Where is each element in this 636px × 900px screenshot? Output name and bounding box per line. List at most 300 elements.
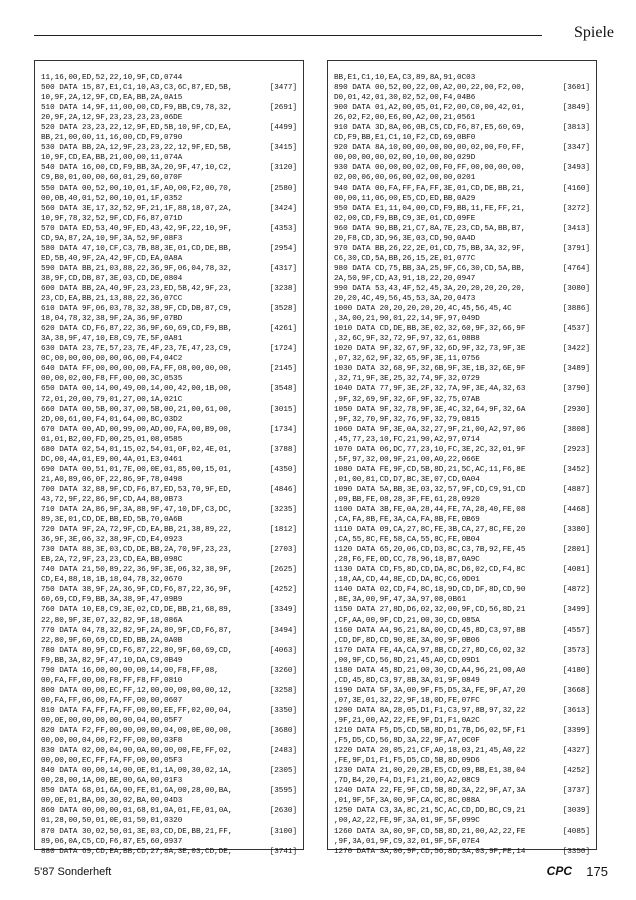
listing-checksum: [2305] — [269, 767, 297, 776]
listing-line — [334, 485, 592, 495]
listing-line — [334, 435, 592, 445]
listing-line-text: 760 DATA 10,E8,C9,3E,02,CD,DE,BB,21,68,89, — [41, 606, 233, 615]
listing-checksum — [590, 73, 592, 83]
listing-line — [41, 143, 299, 153]
listing-checksum — [590, 214, 592, 224]
listing-line-text: 710 DATA 2A,86,9F,3A,88,9F,47,10,DF,C3,DC, — [41, 506, 233, 515]
listing-checksum: [3399] — [562, 727, 590, 736]
listing-line — [334, 384, 592, 394]
listing-line — [334, 475, 592, 485]
listing-checksum — [297, 415, 299, 425]
listing-line-text: ,07,3E,01,32,22,9F,18,0D,FE,07FC — [334, 696, 480, 705]
listing-line-text: 570 DATA ED,53,40,9F,ED,43,42,9F,22,10,9F, — [41, 224, 233, 233]
listing-line — [334, 716, 592, 726]
listing-checksum: [3813] — [562, 124, 590, 133]
listing-checksum — [590, 133, 592, 143]
listing-line — [41, 284, 299, 294]
listing-line — [41, 706, 299, 716]
listing-line-text: 18,04,78,32,38,9F,2A,36,9F,07BD — [41, 315, 183, 324]
listing-line — [41, 163, 299, 173]
listing-checksum — [297, 214, 299, 224]
listing-line — [334, 374, 592, 384]
listing-checksum: [3120] — [269, 164, 297, 173]
listing-checksum — [590, 334, 592, 344]
listing-line — [41, 746, 299, 756]
listing-checksum: [3039] — [562, 807, 590, 816]
listing-line-text: C9,B0,01,00,00,60,01,29,60,070F — [41, 174, 183, 183]
listing-checksum: [4499] — [269, 124, 297, 133]
listing-line-text: 540 DATA 16,00,CD,F9,BB,3A,20,9F,47,10,C2, — [41, 164, 233, 173]
listing-line — [41, 184, 299, 194]
listing-line-text: 20,9F,2A,12,9F,23,23,23,23,06DE — [41, 114, 183, 123]
listing-column-right — [327, 60, 597, 856]
listing-line — [41, 113, 299, 123]
listing-line — [334, 605, 592, 615]
listing-checksum: [4063] — [269, 646, 297, 655]
listing-checksum — [590, 194, 592, 204]
listing-line-text: ,18,AA,CD,44,8E,CD,DA,8C,C6,0D01 — [334, 576, 480, 585]
listing-line — [334, 123, 592, 133]
listing-checksum — [297, 194, 299, 204]
listing-line-text: 1040 DATA 77,9F,3E,2F,32,7A,9F,3E,4A,32,63 — [334, 385, 526, 394]
listing-line — [41, 676, 299, 686]
listing-line — [41, 475, 299, 485]
listing-line-text: 1230 DATA 21,00,20,2B,E5,CD,09,BB,E1,38,04 — [334, 767, 526, 776]
listing-line — [334, 827, 592, 837]
listing-line-text: 740 DATA 21,50,89,22,36,9F,3E,06,32,38,9F, — [41, 566, 233, 575]
listing-checksum — [590, 415, 592, 425]
listing-checksum — [297, 73, 299, 83]
listing-line-text: 990 DATA 53,43,4F,52,45,3A,20,20,20,20,20, — [334, 284, 526, 293]
listing-line — [41, 354, 299, 364]
listing-checksum: [3413] — [562, 224, 590, 233]
listing-line-text: 730 DATA 88,3E,03,CD,DE,BB,2A,70,9F,23,23, — [41, 546, 233, 555]
listing-line — [41, 525, 299, 535]
listing-checksum: [3350] — [562, 847, 590, 856]
listing-checksum: [3886] — [562, 305, 590, 314]
listing-line-text: ,09,BB,FE,08,28,3F,FE,61,28,0920 — [334, 495, 480, 504]
listing-line-text: 00,00,02,00,F8,FF,00,00,3C,0535 — [41, 375, 183, 384]
listing-line-text: ED,5B,40,9F,2A,42,9F,CD,EA,0A8A — [41, 254, 183, 263]
listing-line-text: C6,30,CD,5A,BB,26,15,2E,01,077C — [334, 254, 476, 263]
listing-line-text: 00,00,00,EC,FF,FA,FF,00,00,05F3 — [41, 757, 183, 766]
listing-checksum: [4537] — [562, 325, 590, 334]
listing-line-text: 850 DATA 68,01,6A,00,FE,01,6A,00,28,00,BA, — [41, 787, 233, 796]
listing-checksum — [297, 495, 299, 505]
listing-checksum — [297, 716, 299, 726]
listing-line-text: 860 DATA 00,00,00,01,68,01,0A,01,FE,01,0A, — [41, 807, 233, 816]
listing-checksum — [590, 354, 592, 364]
listing-line-text: 580 DATA 47,10,CF,C3,7B,88,3E,01,CD,DE,BB, — [41, 244, 233, 253]
listing-checksum — [297, 334, 299, 344]
listing-line-text: 930 DATA 00,00,00,02,00,F0,FF,00,00,00,00, — [334, 164, 526, 173]
listing-line-text: 22,80,9F,60,69,CD,ED,BB,2A,0A0B — [41, 636, 183, 645]
listing-checksum: [1734] — [269, 425, 297, 434]
listing-line — [334, 756, 592, 766]
listing-checksum — [590, 736, 592, 746]
listing-line-text: D0,01,42,01,30,02,52,00,F4,04B6 — [334, 94, 476, 103]
listing-line — [41, 294, 299, 304]
listing-checksum: [3737] — [562, 787, 590, 796]
listing-line-text: 23,CD,EA,BB,21,13,88,22,36,07CC — [41, 295, 183, 304]
listing-line-text: 1140 DATA 02,CD,F4,8C,18,9D,CD,DF,8D,CD,90 — [334, 586, 526, 595]
listing-line-text: 640 DATA FF,00,00,00,00,FA,FF,08,00,00,00, — [41, 365, 233, 374]
listing-checksum — [590, 455, 592, 465]
listing-line — [41, 425, 299, 435]
listing-line-text: 980 DATA CD,75,BB,3A,25,9F,C6,30,CD,5A,BB, — [334, 264, 526, 273]
listing-line — [334, 806, 592, 816]
listing-line — [41, 254, 299, 264]
listing-line-text: 72,01,20,00,79,01,27,00,1A,021C — [41, 395, 183, 404]
listing-line-text: ,07,32,62,9F,32,65,9F,3E,11,0756 — [334, 355, 480, 364]
listing-checksum — [297, 234, 299, 244]
listing-line — [334, 83, 592, 93]
listing-checksum — [297, 274, 299, 284]
page-section-title: Spiele — [574, 24, 614, 41]
listing-checksum — [590, 837, 592, 847]
listing-line-text: 950 DATA E1,11,04,00,CD,F9,BB,11,FE,FF,21, — [334, 204, 526, 213]
listing-line — [41, 324, 299, 334]
listing-checksum: [3235] — [269, 506, 297, 515]
listing-checksum — [297, 354, 299, 364]
listing-line-text: 1170 DATA FE,4A,CA,97,8B,CD,27,8D,C6,02,32 — [334, 646, 526, 655]
listing-checksum: [3668] — [562, 686, 590, 695]
listing-line — [41, 455, 299, 465]
listing-checksum: [4081] — [562, 566, 590, 575]
listing-line — [334, 143, 592, 153]
listing-line-text: 00,00,11,06,00,E5,CD,ED,BB,0A29 — [334, 194, 476, 203]
listing-line-text: 1070 DATA 06,DC,77,23,10,FC,3E,2C,32,01,9F — [334, 445, 526, 454]
listing-line-text: 1010 DATA CD,DE,BB,3E,02,32,60,9F,32,66,9F — [334, 325, 526, 334]
listing-line — [41, 405, 299, 415]
listing-line — [41, 314, 299, 324]
listing-checksum: [3415] — [269, 144, 297, 153]
listing-line — [41, 194, 299, 204]
listing-line — [41, 837, 299, 847]
listing-line-text: 00,FA,FF,06,00,FA,FF,00,00,0607 — [41, 696, 183, 705]
listing-line — [334, 766, 592, 776]
listing-checksum — [297, 515, 299, 525]
listing-line — [334, 405, 592, 415]
listing-line — [334, 495, 592, 505]
listing-checksum: [4872] — [562, 586, 590, 595]
listing-line-text: ,CD,45,8D,C3,97,8B,3A,01,9F,0849 — [334, 676, 480, 685]
listing-line-text: CD,E4,88,18,1B,18,04,78,32,0670 — [41, 576, 183, 585]
listing-line-text: 00,28,00,1A,00,BE,00,6A,00,01F3 — [41, 777, 183, 786]
listing-line-text: 590 DATA BB,21,03,88,22,36,9F,06,04,78,32, — [41, 264, 233, 273]
listing-checksum: [2625] — [269, 566, 297, 575]
listing-line — [334, 616, 592, 626]
listing-line — [41, 334, 299, 344]
listing-checksum: [3238] — [269, 284, 297, 293]
listing-checksum — [590, 756, 592, 766]
listing-line — [334, 395, 592, 405]
listing-line-text: 3A,38,9F,47,10,E8,C9,7E,5F,0A81 — [41, 335, 183, 344]
listing-line-text: ,CF,AA,00,9F,CD,21,00,30,CD,085A — [334, 616, 480, 625]
listing-line — [334, 425, 592, 435]
listing-line-text: ,28,F6,FE,0D,CC,78,96,18,B7,0A9C — [334, 556, 480, 565]
listing-line — [334, 585, 592, 595]
listing-line — [334, 575, 592, 585]
listing-checksum — [297, 173, 299, 183]
listing-line — [41, 535, 299, 545]
listing-line-text: 910 DATA 3D,8A,06,0B,C5,CD,F6,87,E5,60,69, — [334, 124, 526, 133]
listing-line — [41, 816, 299, 826]
listing-line-text: 20,F8,CD,3D,96,3E,03,CD,90,0A4D — [334, 234, 476, 243]
listing-line-text: 1150 DATA 27,8D,D6,02,32,00,9F,CD,56,8D,21 — [334, 606, 526, 615]
listing-line-text: 89,3E,01,CD,DE,BB,ED,5B,70,0A6B — [41, 516, 183, 525]
listing-checksum: [3080] — [562, 284, 590, 293]
listing-line-text: ,F5,D5,CD,56,8D,3A,22,9F,A7,0C0F — [334, 737, 480, 746]
listing-checksum — [590, 173, 592, 183]
listing-checksum — [297, 294, 299, 304]
listing-checksum — [297, 575, 299, 585]
listing-line — [41, 626, 299, 636]
listing-line — [334, 103, 592, 113]
listing-line — [41, 173, 299, 183]
listing-line — [334, 786, 592, 796]
listing-line-text: 700 DATA 32,88,9F,CD,F6,87,ED,53,70,9F,ED, — [41, 485, 233, 494]
listing-checksum: [4887] — [562, 485, 590, 494]
listing-line-text: 10,9F,2A,12,9F,CD,EA,BB,2A,0A15 — [41, 94, 183, 103]
listing-checksum — [590, 656, 592, 666]
listing-line-text: 00,0E,01,BA,00,30,02,BA,00,04D3 — [41, 797, 183, 806]
listing-line-text: ,5F,97,32,00,9F,21,00,A0,22,066E — [334, 455, 480, 464]
listing-line — [334, 415, 592, 425]
listing-checksum: [3573] — [562, 646, 590, 655]
listing-line-text: 0C,00,00,00,00,00,06,00,F4,04C2 — [41, 355, 183, 364]
listing-checksum: [3494] — [269, 626, 297, 635]
page-number: 175 — [586, 864, 608, 879]
listing-checksum — [590, 535, 592, 545]
listing-line — [41, 575, 299, 585]
listing-checksum — [590, 716, 592, 726]
listing-checksum — [590, 816, 592, 826]
listing-line-text: ,00,9F,CD,56,8D,21,45,A0,CD,09D1 — [334, 656, 480, 665]
listing-line-text: 720 DATA 9F,2A,72,9F,CD,EA,BB,21,38,89,22, — [41, 526, 233, 535]
listing-line-text: BB,E1,C1,10,EA,C3,89,8A,91,0C03 — [334, 74, 476, 82]
listing-checksum — [590, 475, 592, 485]
listing-line-text: F9,BB,3A,82,9F,47,10,DA,C9,0B49 — [41, 656, 183, 665]
listing-line — [334, 264, 592, 274]
listing-line-text: 1030 DATA 32,68,9F,32,6B,9F,3E,1B,32,6E,9F — [334, 365, 526, 374]
listing-line-text: 01,01,B2,00,FD,00,25,01,08,0585 — [41, 435, 183, 444]
listing-checksum: [4085] — [562, 827, 590, 836]
listing-checksum: [3452] — [562, 465, 590, 474]
listing-line-text: 89,06,0A,C5,CD,F6,87,E5,60,0937 — [41, 837, 183, 846]
listing-line — [41, 83, 299, 93]
listing-checksum — [590, 696, 592, 706]
listing-checksum — [590, 495, 592, 505]
listing-checksum — [590, 274, 592, 284]
listing-line — [41, 565, 299, 575]
listing-checksum — [590, 113, 592, 123]
listing-line-text: 820 DATA F2,FF,00,00,00,00,04,00,0E,00,00, — [41, 727, 233, 736]
listing-checksum: [2923] — [562, 445, 590, 454]
listing-checksum: [3350] — [269, 706, 297, 715]
listing-checksum: [3788] — [269, 445, 297, 454]
listing-line-text: 43,72,9F,22,86,9F,CD,A4,88,0B73 — [41, 495, 183, 504]
listing-line-text: ,9F,21,00,A2,22,FE,9F,D1,F1,0A2C — [334, 717, 480, 725]
listing-line — [41, 344, 299, 354]
listing-line-text: CD,F9,BB,E1,C1,10,F2,CD,69,0BF0 — [334, 134, 476, 143]
listing-checksum: [3347] — [562, 144, 590, 153]
listing-line — [334, 525, 592, 535]
listing-line — [334, 284, 592, 294]
listing-line — [334, 555, 592, 565]
listing-line — [334, 354, 592, 364]
listing-checksum: [3790] — [562, 385, 590, 394]
listing-line-text: 2A,50,9F,CD,A3,91,18,22,20,0947 — [334, 274, 476, 283]
listing-line — [41, 515, 299, 525]
listing-line — [41, 123, 299, 133]
listing-checksum — [297, 254, 299, 264]
listing-line — [41, 364, 299, 374]
listing-line-text: ,9F,3A,01,9F,C9,32,01,9F,5F,07E4 — [334, 837, 480, 846]
listing-line-text: 790 DATA 16,00,00,00,00,14,00,F8,FF,08, — [41, 666, 219, 675]
listing-checksum — [297, 455, 299, 465]
listing-checksum — [297, 616, 299, 626]
listing-line-text: ,01,00,81,CD,D7,BC,3E,07,CD,0A04 — [334, 475, 480, 484]
listing-line — [41, 133, 299, 143]
listing-line — [41, 766, 299, 776]
listing-line-text: 870 DATA 30,02,50,01,3E,03,CD,DE,BB,21,FF, — [41, 827, 233, 836]
listing-line — [334, 796, 592, 806]
listing-line-text: 1120 DATA 65,20,06,CD,D3,8C,C3,7B,92,FE,45 — [334, 546, 526, 555]
listing-checksum — [590, 314, 592, 324]
listing-checksum: [4252] — [269, 586, 297, 595]
listing-line-text: 630 DATA 23,7E,57,23,7E,4F,23,7E,47,23,C9, — [41, 345, 233, 354]
listing-line — [41, 656, 299, 666]
listing-checksum: [4160] — [562, 184, 590, 193]
listing-line — [41, 103, 299, 113]
listing-line-text: ,01,9F,5F,3A,00,9F,CA,0C,8C,088A — [334, 797, 480, 806]
listing-line — [334, 465, 592, 475]
listing-line-text: 1080 DATA FE,9F,CD,5B,8D,21,5C,AC,11,F6,8E — [334, 465, 526, 474]
listing-line — [41, 445, 299, 455]
listing-checksum: [3595] — [269, 787, 297, 796]
listing-line-text: 1200 DATA 8A,28,05,D1,F1,C3,97,8B,97,32,22 — [334, 706, 526, 715]
listing-line-text: 960 DATA 90,BB,21,C7,8A,7E,23,CD,5A,BB,B7, — [334, 224, 526, 233]
listing-checksum: [3258] — [269, 686, 297, 695]
listing-checksum — [590, 616, 592, 626]
listing-line — [334, 314, 592, 324]
listing-line-text: 500 DATA 15,87,E1,C1,10,A3,C3,6C,87,ED,5B, — [41, 84, 233, 93]
listing-line-text: 900 DATA 01,A2,00,05,01,F2,00,C0,00,42,01, — [334, 104, 526, 113]
listing-line-text: 02,00,06,00,06,00,02,00,00,0201 — [334, 174, 476, 183]
listing-line — [334, 153, 592, 163]
listing-checksum: [2630] — [269, 807, 297, 816]
listing-line — [41, 495, 299, 505]
listing-line — [41, 646, 299, 656]
listing-line-text: 26,02,F2,00,E6,00,A2,00,21,0561 — [334, 114, 476, 123]
listing-line — [334, 73, 592, 83]
listing-line — [41, 224, 299, 234]
listing-line — [41, 465, 299, 475]
listing-line-text: 780 DATA 80,9F,CD,F6,87,22,80,9F,60,69,CD, — [41, 646, 233, 655]
listing-line-text: 1270 DATA 3A,00,9F,CD,56,8D,3A,03,9F,FE,14 — [334, 847, 526, 856]
listing-line — [334, 636, 592, 646]
listing-checksum — [297, 816, 299, 826]
listing-line — [41, 736, 299, 746]
listing-checksum — [590, 294, 592, 304]
listing-checksum — [590, 153, 592, 163]
listing-checksum: [2691] — [269, 104, 297, 113]
listing-line — [41, 605, 299, 615]
listing-line-text: 1190 DATA 5F,3A,00,9F,F5,D5,3A,FE,9F,A7,20 — [334, 686, 526, 695]
listing-checksum — [590, 374, 592, 384]
listing-line — [41, 505, 299, 515]
listing-line — [334, 565, 592, 575]
listing-line-text: 610 DATA 9F,06,03,78,32,38,9F,CD,DB,87,C9, — [41, 305, 233, 314]
listing-checksum: [3499] — [562, 606, 590, 615]
listing-line — [41, 827, 299, 837]
listing-line — [334, 133, 592, 143]
listing-line — [334, 646, 592, 656]
listing-line-text: 1240 DATA 22,FE,9F,CD,5B,8D,3A,22,9F,A7,3A — [334, 787, 526, 796]
listing-line-text: 800 DATA 00,00,EC,FF,12,00,00,00,00,00,12, — [41, 686, 233, 695]
listing-line-text: ,CA,FA,8B,FE,3A,CA,FA,8B,FE,0B69 — [334, 516, 480, 525]
listing-checksum — [297, 756, 299, 766]
listing-line-text: 600 DATA BB,2A,40,9F,23,23,ED,5B,42,9F,23, — [41, 284, 233, 293]
listing-line-text: 1090 DATA 5A,BB,3E,03,32,57,9F,CD,C9,91,CD — [334, 485, 526, 494]
listing-line-text: ,3A,00,21,90,01,22,14,9F,97,049D — [334, 315, 480, 324]
listing-line — [41, 786, 299, 796]
listing-line — [334, 93, 592, 103]
listing-checksum — [590, 555, 592, 565]
listing-checksum: [4764] — [562, 264, 590, 273]
listing-line-text: 1250 DATA C3,3A,8C,21,5C,AC,CD,DD,BC,C9,21 — [334, 807, 526, 816]
listing-line — [41, 435, 299, 445]
listing-line-text: 680 DATA 02,54,01,15,02,54,01,0F,02,4E,01, — [41, 445, 233, 454]
listing-line-text: BB,21,00,00,11,16,00,CD,F9,0790 — [41, 134, 183, 143]
listing-checksum — [297, 535, 299, 545]
listing-line-text: 21,A0,89,06,0F,22,86,9F,78,0498 — [41, 475, 183, 484]
listing-line-text: CD,9A,87,2A,10,9F,3A,52,9F,08F3 — [41, 234, 183, 243]
listing-line-text: 1100 DATA 3B,FE,0A,28,44,FE,7A,28,40,FE,08 — [334, 506, 526, 515]
listing-line — [334, 214, 592, 224]
listing-checksum: [3808] — [562, 425, 590, 434]
listing-checksum: [3260] — [269, 666, 297, 675]
listing-checksum: [3680] — [269, 727, 297, 736]
listing-line — [41, 595, 299, 605]
listing-line-text: 00,FA,FF,00,00,F8,FF,F8,FF,0810 — [41, 676, 183, 685]
listing-line-text: 00,00,00,04,00,F2,FF,00,00,03F8 — [41, 737, 183, 746]
listing-line-text: 1210 DATA F5,D5,CD,5B,8D,D1,7B,D6,02,5F,F1 — [334, 727, 526, 736]
listing-line — [334, 334, 592, 344]
listing-line-text: 1060 DATA 9F,3E,0A,32,27,9F,21,00,A2,97,06 — [334, 425, 526, 434]
listing-checksum — [297, 837, 299, 847]
listing-line-text: 840 DATA 00,00,14,00,0E,01,1A,00,30,02,1A, — [41, 767, 233, 776]
listing-checksum: [3601] — [562, 84, 590, 93]
listing-line-text: ,7D,B4,20,F4,D1,F1,21,00,A2,08C9 — [334, 777, 480, 786]
listing-line-text: 1220 DATA 20,05,21,CF,A0,18,03,21,45,A0,22 — [334, 747, 526, 756]
listing-line-text: 810 DATA FA,FF,FA,FF,00,00,EE,FF,02,00,04, — [41, 706, 233, 715]
listing-checksum: [3741] — [269, 847, 297, 856]
listing-line-text: 02,00,CD,F9,BB,C9,3E,01,CD,09FE — [334, 214, 476, 223]
listing-checksum — [297, 555, 299, 565]
listing-line — [334, 294, 592, 304]
listing-checksum — [590, 234, 592, 244]
listing-checksum — [297, 676, 299, 686]
listing-line — [334, 505, 592, 515]
listing-checksum — [297, 796, 299, 806]
listing-checksum: [4252] — [562, 767, 590, 776]
listing-checksum: [3349] — [269, 606, 297, 615]
listing-line — [41, 93, 299, 103]
listing-line-text: ,9F,32,70,9F,32,76,9F,32,79,0815 — [334, 415, 480, 424]
listing-line-text: 690 DATA 00,51,01,7E,00,0E,01,85,00,15,01, — [41, 465, 233, 474]
